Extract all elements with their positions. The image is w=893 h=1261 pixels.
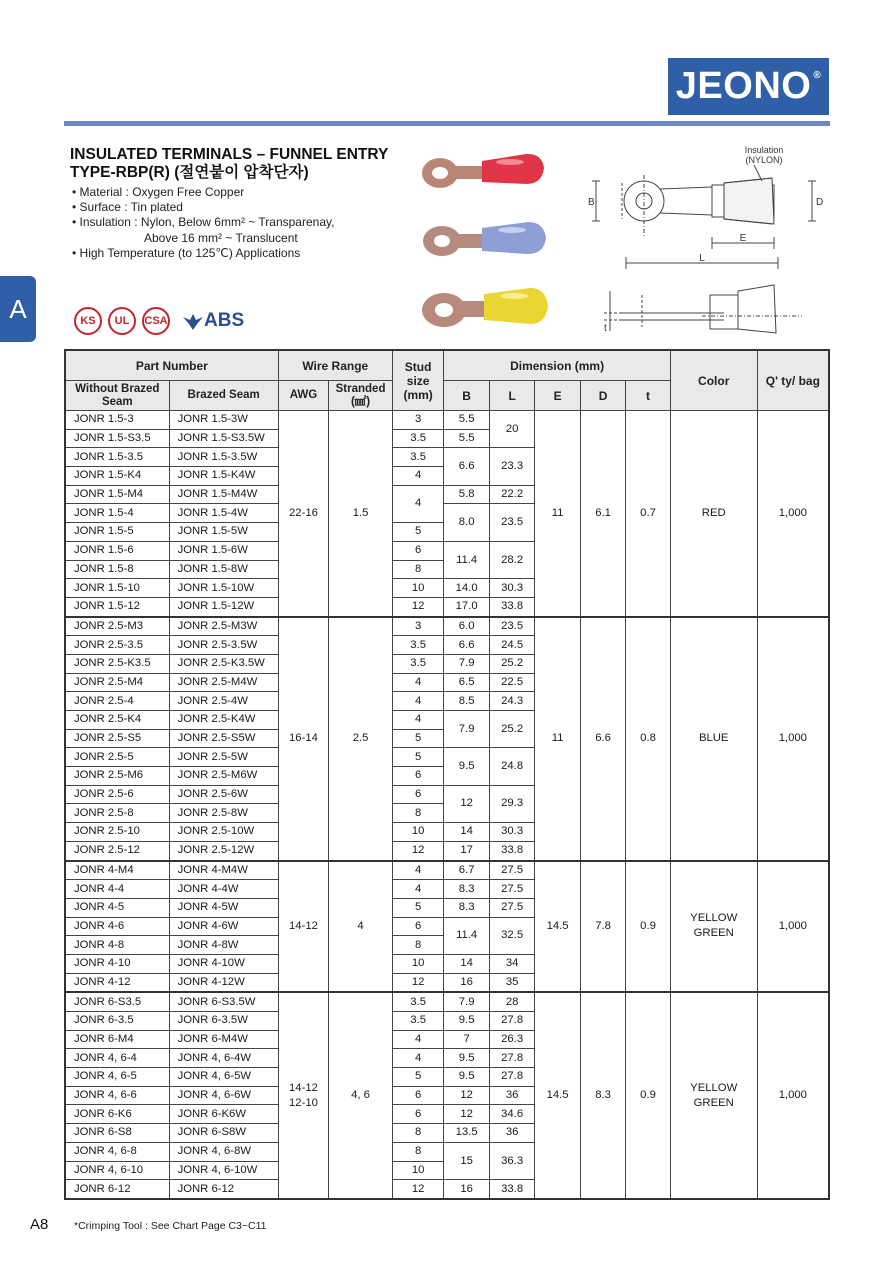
part-number-brazed: JONR 2.5-K3.5W [169, 654, 278, 673]
header-t: t [626, 381, 670, 411]
terminal-photos [418, 148, 558, 348]
table-row [65, 617, 829, 636]
stud-size: 3.5 [392, 636, 444, 655]
dim-b: 9.5 [444, 1068, 489, 1087]
dim-b: 17.0 [444, 597, 489, 616]
awg-range: 14-12 12-10 [278, 992, 329, 1199]
dim-b: 13.5 [444, 1124, 489, 1143]
part-number-brazed: JONR 6-S8W [169, 1124, 278, 1143]
dim-l: 36.3 [489, 1142, 534, 1179]
stud-size: 4 [392, 673, 444, 692]
dim-b: 5.5 [444, 429, 489, 448]
nylon-label: (NYLON) [745, 155, 783, 165]
part-number-without-brazed: JONR 2.5-M3 [65, 617, 169, 636]
dim-d: 6.6 [580, 617, 625, 861]
qty-per-bag: 1,000 [757, 411, 829, 617]
stranded-size: 4, 6 [329, 992, 393, 1199]
footnote: *Crimping Tool : See Chart Page C3~C11 [74, 1220, 267, 1232]
part-number-without-brazed: JONR 2.5-3.5 [65, 636, 169, 655]
dim-l: 33.8 [489, 597, 534, 616]
parts-table-body [65, 411, 829, 1199]
dim-d: 8.3 [580, 992, 625, 1199]
stud-size: 8 [392, 1142, 444, 1161]
dim-b: 6.5 [444, 673, 489, 692]
dim-l: 27.8 [489, 1068, 534, 1087]
header-wire-range: Wire Range [278, 350, 392, 381]
dim-l: 33.8 [489, 841, 534, 860]
part-number-brazed: JONR 6-S3.5W [169, 992, 278, 1011]
dim-l: 26.3 [489, 1030, 534, 1049]
insulation-label: Insulation [744, 145, 784, 155]
ul-cert-icon: UL [108, 307, 136, 335]
stud-size: 10 [392, 823, 444, 842]
dim-b: 6.0 [444, 617, 489, 636]
dim-l: 35 [489, 973, 534, 992]
dim-b: 7.9 [444, 711, 489, 748]
part-number-without-brazed: JONR 2.5-10 [65, 823, 169, 842]
stud-size: 5 [392, 523, 444, 542]
dim-e-label: E [739, 233, 747, 244]
stranded-size: 2.5 [329, 617, 393, 861]
part-number-brazed: JONR 4, 6-4W [169, 1049, 278, 1068]
dim-l: 27.8 [489, 1012, 534, 1031]
stud-size: 3.5 [392, 654, 444, 673]
stranded-size: 1.5 [329, 411, 393, 617]
dim-l: 32.5 [489, 917, 534, 954]
stud-size: 6 [392, 767, 444, 786]
dim-b: 12 [444, 1086, 489, 1105]
stud-size: 3.5 [392, 992, 444, 1011]
part-number-without-brazed: JONR 4, 6-4 [65, 1049, 169, 1068]
dim-l: 34 [489, 954, 534, 973]
part-number-brazed: JONR 6-12 [169, 1180, 278, 1199]
stud-size: 6 [392, 785, 444, 804]
part-number-without-brazed: JONR 6-K6 [65, 1105, 169, 1124]
dim-t: 0.9 [626, 861, 670, 993]
abs-cert-icon [182, 310, 244, 332]
header-awg: AWG [278, 381, 329, 411]
dim-l: 34.6 [489, 1105, 534, 1124]
header-d: D [580, 381, 625, 411]
part-number-without-brazed: JONR 2.5-12 [65, 841, 169, 860]
header-qty: Q' ty/ bag [757, 350, 829, 411]
qty-per-bag: 1,000 [757, 992, 829, 1199]
dim-b: 11.4 [444, 917, 489, 954]
part-number-without-brazed: JONR 1.5-4 [65, 504, 169, 523]
part-number-brazed: JONR 1.5-3.5W [169, 448, 278, 467]
dim-l: 29.3 [489, 785, 534, 822]
part-number-brazed: JONR 2.5-M3W [169, 617, 278, 636]
stud-size: 10 [392, 579, 444, 598]
part-number-brazed: JONR 4-10W [169, 954, 278, 973]
header-stranded: Stranded (㎟) [329, 381, 393, 411]
dim-l: 23.3 [489, 448, 534, 485]
table-row [65, 861, 829, 880]
stud-size: 6 [392, 917, 444, 936]
dim-b: 6.6 [444, 448, 489, 485]
product-title [70, 146, 388, 182]
part-number-without-brazed: JONR 4-M4 [65, 861, 169, 880]
spec-insulation: • Insulation : Nylon, Below 6mm² ~ Transparenay, [72, 215, 335, 230]
dim-b: 6.6 [444, 636, 489, 655]
part-number-brazed: JONR 4, 6-5W [169, 1068, 278, 1087]
dim-b: 16 [444, 1180, 489, 1199]
dimension-drawing [582, 145, 830, 337]
dim-l: 25.2 [489, 654, 534, 673]
qty-per-bag: 1,000 [757, 861, 829, 993]
part-number-brazed: JONR 4-M4W [169, 861, 278, 880]
part-number-brazed: JONR 1.5-4W [169, 504, 278, 523]
part-number-brazed: JONR 1.5-S3.5W [169, 429, 278, 448]
stud-size: 3.5 [392, 448, 444, 467]
red-terminal-photo [422, 154, 544, 188]
part-number-brazed: JONR 6-3.5W [169, 1012, 278, 1031]
part-number-brazed: JONR 4, 6-10W [169, 1161, 278, 1180]
part-number-brazed: JONR 2.5-12W [169, 841, 278, 860]
stud-size: 3.5 [392, 1012, 444, 1031]
stud-size: 4 [392, 467, 444, 486]
header-brazed: Brazed Seam [169, 381, 278, 411]
dim-e: 14.5 [535, 861, 580, 993]
dim-b: 8.0 [444, 504, 489, 541]
part-number-brazed: JONR 1.5-5W [169, 523, 278, 542]
dim-b: 14 [444, 954, 489, 973]
brand-name: JEONO [675, 65, 812, 107]
part-number-brazed: JONR 2.5-3.5W [169, 636, 278, 655]
dim-l: 30.3 [489, 579, 534, 598]
part-number-without-brazed: JONR 4, 6-8 [65, 1142, 169, 1161]
part-number-without-brazed: JONR 4-4 [65, 880, 169, 899]
part-number-brazed: JONR 2.5-10W [169, 823, 278, 842]
part-number-brazed: JONR 2.5-8W [169, 804, 278, 823]
stud-size: 3 [392, 411, 444, 430]
dim-b: 6.7 [444, 861, 489, 880]
part-number-brazed: JONR 2.5-M6W [169, 767, 278, 786]
part-number-brazed: JONR 4-6W [169, 917, 278, 936]
page-number: A8 [30, 1216, 49, 1233]
brand-logo [668, 58, 829, 115]
part-number-without-brazed: JONR 2.5-M6 [65, 767, 169, 786]
part-number-brazed: JONR 1.5-M4W [169, 485, 278, 504]
spec-temperature: • High Temperature (to 125℃) Applications [72, 245, 301, 260]
dim-b: 9.5 [444, 1049, 489, 1068]
part-number-without-brazed: JONR 1.5-3 [65, 411, 169, 430]
spec-insulation-cont: Above 16 mm² ~ Translucent [144, 230, 298, 245]
part-number-brazed: JONR 1.5-K4W [169, 467, 278, 486]
stud-size: 12 [392, 597, 444, 616]
dim-l: 28 [489, 992, 534, 1011]
stud-size: 4 [392, 880, 444, 899]
dim-l: 22.2 [489, 485, 534, 504]
part-number-brazed: JONR 4-8W [169, 936, 278, 955]
brand-reg-mark: ® [813, 70, 822, 81]
dim-b: 5.8 [444, 485, 489, 504]
part-number-brazed: JONR 2.5-S5W [169, 729, 278, 748]
stud-size: 4 [392, 485, 444, 522]
dim-t: 0.8 [626, 617, 670, 861]
part-number-brazed: JONR 6-M4W [169, 1030, 278, 1049]
dim-l: 23.5 [489, 504, 534, 541]
stud-size: 3 [392, 617, 444, 636]
part-number-brazed: JONR 2.5-4W [169, 692, 278, 711]
insulation-color: YELLOW GREEN [670, 992, 757, 1199]
part-number-without-brazed: JONR 6-S3.5 [65, 992, 169, 1011]
part-number-without-brazed: JONR 6-S8 [65, 1124, 169, 1143]
part-number-without-brazed: JONR 4, 6-5 [65, 1068, 169, 1087]
stud-size: 12 [392, 973, 444, 992]
dim-b: 7.9 [444, 992, 489, 1011]
table-row [65, 411, 829, 430]
part-number-brazed: JONR 4, 6-6W [169, 1086, 278, 1105]
stud-size: 10 [392, 954, 444, 973]
part-number-brazed: JONR 2.5-M4W [169, 673, 278, 692]
part-number-brazed: JONR 4-12W [169, 973, 278, 992]
ks-cert-icon: KS [74, 307, 102, 335]
stud-size: 4 [392, 861, 444, 880]
header-dimension: Dimension (mm) [444, 350, 670, 381]
header-color: Color [670, 350, 757, 411]
dim-b: 8.5 [444, 692, 489, 711]
part-number-without-brazed: JONR 4-12 [65, 973, 169, 992]
dim-d: 6.1 [580, 411, 625, 617]
stud-size: 8 [392, 936, 444, 955]
part-number-without-brazed: JONR 1.5-S3.5 [65, 429, 169, 448]
part-number-without-brazed: JONR 2.5-M4 [65, 673, 169, 692]
part-number-without-brazed: JONR 2.5-5 [65, 748, 169, 767]
dim-e: 11 [535, 411, 580, 617]
blue-terminal-photo [423, 222, 546, 256]
header-rule [64, 121, 830, 126]
part-number-without-brazed: JONR 4-10 [65, 954, 169, 973]
part-number-without-brazed: JONR 6-3.5 [65, 1012, 169, 1031]
part-number-without-brazed: JONR 2.5-K3.5 [65, 654, 169, 673]
dim-t: 0.9 [626, 992, 670, 1199]
spec-list [72, 185, 334, 261]
header-without-brazed: Without Brazed Seam [65, 381, 169, 411]
dim-l: 33.8 [489, 1180, 534, 1199]
section-tab[interactable]: A [0, 276, 36, 342]
awg-range: 16-14 [278, 617, 329, 861]
header-stud-size: Stud size (mm) [392, 350, 444, 411]
insulation-color: BLUE [670, 617, 757, 861]
yellow-terminal-photo [422, 288, 548, 327]
dim-l: 36 [489, 1086, 534, 1105]
dim-e: 11 [535, 617, 580, 861]
dim-b: 14 [444, 823, 489, 842]
dim-b: 9.5 [444, 748, 489, 785]
part-number-without-brazed: JONR 4-6 [65, 917, 169, 936]
part-number-brazed: JONR 1.5-8W [169, 560, 278, 579]
part-number-brazed: JONR 2.5-6W [169, 785, 278, 804]
abs-label: ABS [204, 310, 245, 331]
dim-l-label: L [699, 253, 705, 264]
stud-size: 10 [392, 1161, 444, 1180]
dim-l: 20 [489, 411, 534, 448]
part-number-without-brazed: JONR 2.5-K4 [65, 711, 169, 730]
stud-size: 8 [392, 560, 444, 579]
dim-b: 16 [444, 973, 489, 992]
dim-b: 12 [444, 1105, 489, 1124]
part-number-without-brazed: JONR 2.5-8 [65, 804, 169, 823]
dim-l: 27.5 [489, 861, 534, 880]
stud-size: 4 [392, 711, 444, 730]
stud-size: 4 [392, 692, 444, 711]
eagle-icon [182, 311, 204, 331]
dim-b: 17 [444, 841, 489, 860]
dim-b: 12 [444, 785, 489, 822]
dim-b: 5.5 [444, 411, 489, 430]
header-e: E [535, 381, 580, 411]
dim-b: 7.9 [444, 654, 489, 673]
stud-size: 5 [392, 729, 444, 748]
part-number-without-brazed: JONR 1.5-K4 [65, 467, 169, 486]
dim-d: 7.8 [580, 861, 625, 993]
stud-size: 4 [392, 1049, 444, 1068]
dim-l: 24.8 [489, 748, 534, 785]
stud-size: 12 [392, 1180, 444, 1199]
part-number-without-brazed: JONR 2.5-6 [65, 785, 169, 804]
awg-range: 14-12 [278, 861, 329, 993]
dim-l: 36 [489, 1124, 534, 1143]
part-number-without-brazed: JONR 1.5-6 [65, 541, 169, 560]
stud-size: 5 [392, 898, 444, 917]
part-number-brazed: JONR 4-5W [169, 898, 278, 917]
part-number-brazed: JONR 6-K6W [169, 1105, 278, 1124]
part-number-without-brazed: JONR 4, 6-10 [65, 1161, 169, 1180]
dim-l: 23.5 [489, 617, 534, 636]
dim-l: 30.3 [489, 823, 534, 842]
part-number-without-brazed: JONR 6-M4 [65, 1030, 169, 1049]
dim-l: 27.5 [489, 898, 534, 917]
stranded-size: 4 [329, 861, 393, 993]
stud-size: 12 [392, 841, 444, 860]
dim-e: 14.5 [535, 992, 580, 1199]
part-number-without-brazed: JONR 1.5-10 [65, 579, 169, 598]
dim-l: 24.5 [489, 636, 534, 655]
part-number-brazed: JONR 4-4W [169, 880, 278, 899]
part-number-without-brazed: JONR 2.5-4 [65, 692, 169, 711]
dim-l: 27.8 [489, 1049, 534, 1068]
dim-b: 7 [444, 1030, 489, 1049]
part-number-without-brazed: JONR 4, 6-6 [65, 1086, 169, 1105]
certification-logos [74, 307, 244, 335]
part-number-without-brazed: JONR 1.5-8 [65, 560, 169, 579]
awg-range: 22-16 [278, 411, 329, 617]
header-b: B [444, 381, 489, 411]
spec-surface: • Surface : Tin plated [72, 200, 183, 215]
header-part-number: Part Number [65, 350, 278, 381]
part-number-without-brazed: JONR 2.5-S5 [65, 729, 169, 748]
dim-b: 8.3 [444, 898, 489, 917]
header-l: L [489, 381, 534, 411]
part-number-without-brazed: JONR 4-8 [65, 936, 169, 955]
dim-t: 0.7 [626, 411, 670, 617]
dim-b: 9.5 [444, 1012, 489, 1031]
title-line-2: TYPE-RBP(R) (절연붙이 압착단자) [70, 164, 309, 181]
part-number-brazed: JONR 1.5-12W [169, 597, 278, 616]
part-number-without-brazed: JONR 1.5-5 [65, 523, 169, 542]
title-line-1: INSULATED TERMINALS – FUNNEL ENTRY [70, 146, 389, 163]
insulation-color: RED [670, 411, 757, 617]
qty-per-bag: 1,000 [757, 617, 829, 861]
part-number-without-brazed: JONR 1.5-12 [65, 597, 169, 616]
stud-size: 3.5 [392, 429, 444, 448]
spec-material: • Material : Oxygen Free Copper [72, 185, 245, 199]
parts-table [64, 349, 830, 1200]
dim-l: 25.2 [489, 711, 534, 748]
stud-size: 8 [392, 804, 444, 823]
dim-b-label: B [588, 197, 595, 208]
csa-cert-icon: CSA [142, 307, 170, 335]
part-number-brazed: JONR 1.5-10W [169, 579, 278, 598]
part-number-without-brazed: JONR 4-5 [65, 898, 169, 917]
dim-b: 14.0 [444, 579, 489, 598]
dim-t-label: t [604, 323, 607, 334]
part-number-without-brazed: JONR 1.5-M4 [65, 485, 169, 504]
dim-b: 11.4 [444, 541, 489, 578]
stud-size: 6 [392, 541, 444, 560]
dim-l: 24.3 [489, 692, 534, 711]
part-number-brazed: JONR 2.5-5W [169, 748, 278, 767]
part-number-brazed: JONR 1.5-3W [169, 411, 278, 430]
stud-size: 4 [392, 1030, 444, 1049]
stud-size: 8 [392, 1124, 444, 1143]
dim-d-label: D [816, 197, 824, 208]
dim-l: 22.5 [489, 673, 534, 692]
part-number-without-brazed: JONR 6-12 [65, 1180, 169, 1199]
dim-b: 15 [444, 1142, 489, 1179]
part-number-brazed: JONR 1.5-6W [169, 541, 278, 560]
stud-size: 6 [392, 1086, 444, 1105]
dim-l: 27.5 [489, 880, 534, 899]
stud-size: 5 [392, 748, 444, 767]
part-number-brazed: JONR 2.5-K4W [169, 711, 278, 730]
part-number-brazed: JONR 4, 6-8W [169, 1142, 278, 1161]
part-number-without-brazed: JONR 1.5-3.5 [65, 448, 169, 467]
insulation-color: YELLOW GREEN [670, 861, 757, 993]
dim-b: 8.3 [444, 880, 489, 899]
stud-size: 5 [392, 1068, 444, 1087]
stud-size: 6 [392, 1105, 444, 1124]
table-row [65, 992, 829, 1011]
dim-l: 28.2 [489, 541, 534, 578]
